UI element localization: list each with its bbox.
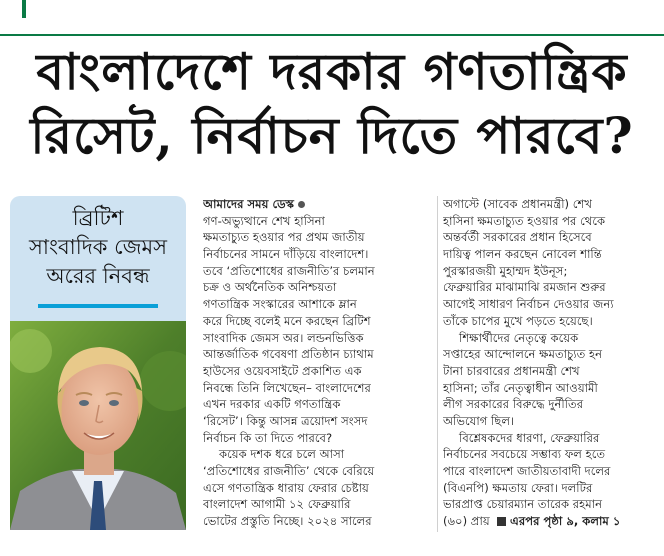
col1-line: নিবন্ধে তিনি লিখেছেন– বাংলাদেশের	[203, 380, 371, 395]
col1-line: ‘রিসেট’। কিন্তু আসন্ন ত্রয়োদশ সংসদ	[203, 413, 368, 428]
continued-on-page-link[interactable]: এরপর পৃষ্ঠা ৯, কলাম ১	[510, 514, 621, 529]
col1-line: গণ-অভ্যুত্থানে শেখ হাসিনা	[203, 213, 325, 228]
col1-line: চক্র ও অর্থনৈতিক অনিশ্চয়তা	[203, 280, 337, 295]
col2-line: দায়িত্ব পালন করছেন নোবেল শান্তি	[443, 247, 602, 262]
article-desk: আমাদের সময় ডেস্ক	[203, 197, 295, 211]
col2-line: ভারপ্রাপ্ত চেয়ারম্যান তারেক রহমান	[443, 497, 602, 512]
headline-line-1: বাংলাদেশে দরকার গণতান্ত্রিক	[36, 42, 628, 101]
col2-line: হাসিনা; তাঁর নেতৃত্বাধীন আওয়ামী	[443, 380, 598, 395]
headline-line-2: রিসেট, নির্বাচন দিতে পারবে?	[30, 106, 634, 165]
bullet-dot-icon	[298, 201, 305, 208]
col2-line: অন্তর্বর্তী সরকারের প্রধান হিসেবে	[443, 230, 592, 245]
col2-line: অভিযোগ ছিল।	[443, 413, 515, 428]
column-divider	[437, 196, 438, 532]
col1-line: এখন দরকার একটি গণতান্ত্রিক	[203, 397, 341, 412]
col2-line: (বিএনপি) ক্ষমতায় ফেরা। দলটির	[443, 480, 593, 495]
portrait-photo	[10, 321, 186, 530]
col1-line: তবে ‘প্রতিশোধের রাজনীতি’র চলমান	[203, 263, 375, 278]
col2-line: টানা চারবারের প্রধানমন্ত্রী শেখ	[443, 363, 580, 378]
continuation-square-icon	[497, 517, 506, 526]
col2-line: তাঁকে চাপের মুখে পড়তে হয়েছে।	[443, 313, 593, 328]
headline	[0, 40, 664, 168]
col2-line: শিক্ষার্থীদের নেতৃত্বে কয়েক	[459, 330, 579, 345]
col1-line: হাউসের ওয়েবসাইটে প্রকাশিত এক	[203, 363, 362, 378]
col1-line: করে দিচ্ছে বলেই মনে করছেন ব্রিটিশ	[203, 313, 371, 328]
col1-line: নির্বাচনের সামনে দাঁড়িয়ে বাংলাদেশ।	[203, 247, 369, 262]
top-border	[0, 0, 664, 36]
col2-line: নির্বাচনের সবচেয়ে সম্ভাব্য ফল হতে	[443, 447, 606, 462]
sidebar-line-3: অরের নিবন্ধ	[46, 264, 150, 288]
top-accent-mark	[22, 0, 26, 18]
col2-line: পারে বাংলাদেশ জাতীয়তাবাদী দলের	[443, 464, 611, 478]
sidebar-caption-box	[10, 196, 186, 321]
col1-line: নির্বাচন কি তা দিতে পারবে?	[203, 430, 333, 445]
sidebar-underline	[38, 304, 158, 308]
col1-line: গণতান্ত্রিক সংস্কারের আশাকে ম্লান	[203, 297, 357, 312]
col2-line: আগেই সাধারণ নির্বাচন দেওয়ার জন্য	[443, 297, 614, 312]
col2-line: হাসিনা ক্ষমতাচ্যুত হওয়ার পর থেকে	[443, 213, 606, 228]
col2-line: পুরস্কারজয়ী মুহাম্মদ ইউনূস;	[443, 263, 568, 278]
col2-last-line-prefix: (৬০) প্রায়	[443, 514, 490, 529]
article-column-1	[203, 196, 431, 530]
col1-line: ক্ষমতাচ্যুত হওয়ার পর প্রথম জাতীয়	[203, 230, 365, 245]
col1-line: এসে গণতান্ত্রিক ধারায় ফেরার চেষ্টায়	[203, 480, 369, 495]
col2-line: সপ্তাহের আন্দোলনে ক্ষমতাচ্যুত হন	[443, 347, 603, 362]
article-column-2	[443, 196, 657, 530]
col1-line: বাংলাদেশ আগামী ১২ ফেব্রুয়ারি	[203, 497, 351, 512]
col2-line: বিশ্লেষকদের ধারণা, ফেব্রুয়ারির	[459, 430, 600, 445]
sidebar-line-1: ব্রিটিশ	[72, 206, 124, 230]
col2-line: লীগ সরকারের বিরুদ্ধে দুর্নীতির	[443, 397, 584, 412]
col2-line: ফেব্রুয়ারির মাঝামাঝি রমজান শুরুর	[443, 280, 606, 295]
col1-line: ভোটের প্রস্তুতি নিচ্ছে। ২০২৪ সালের	[203, 514, 372, 529]
col1-line: ‘প্রতিশোধের রাজনীতি’ থেকে বেরিয়ে	[203, 464, 375, 478]
col1-line: কয়েক দশক ধরে চলে আসা	[219, 447, 345, 462]
col2-line: অগাস্টে (সাবেক প্রধানমন্ত্রী) শেখ	[443, 197, 592, 211]
col1-line: সাংবাদিক জেমস অর। লন্ডনভিত্তিক	[203, 330, 364, 345]
portrait-illustration	[10, 321, 186, 530]
sidebar-line-2: সাংবাদিক জেমস	[28, 235, 168, 259]
col1-line: আন্তর্জাতিক গবেষণা প্রতিষ্ঠান চ্যাথাম	[203, 347, 374, 362]
